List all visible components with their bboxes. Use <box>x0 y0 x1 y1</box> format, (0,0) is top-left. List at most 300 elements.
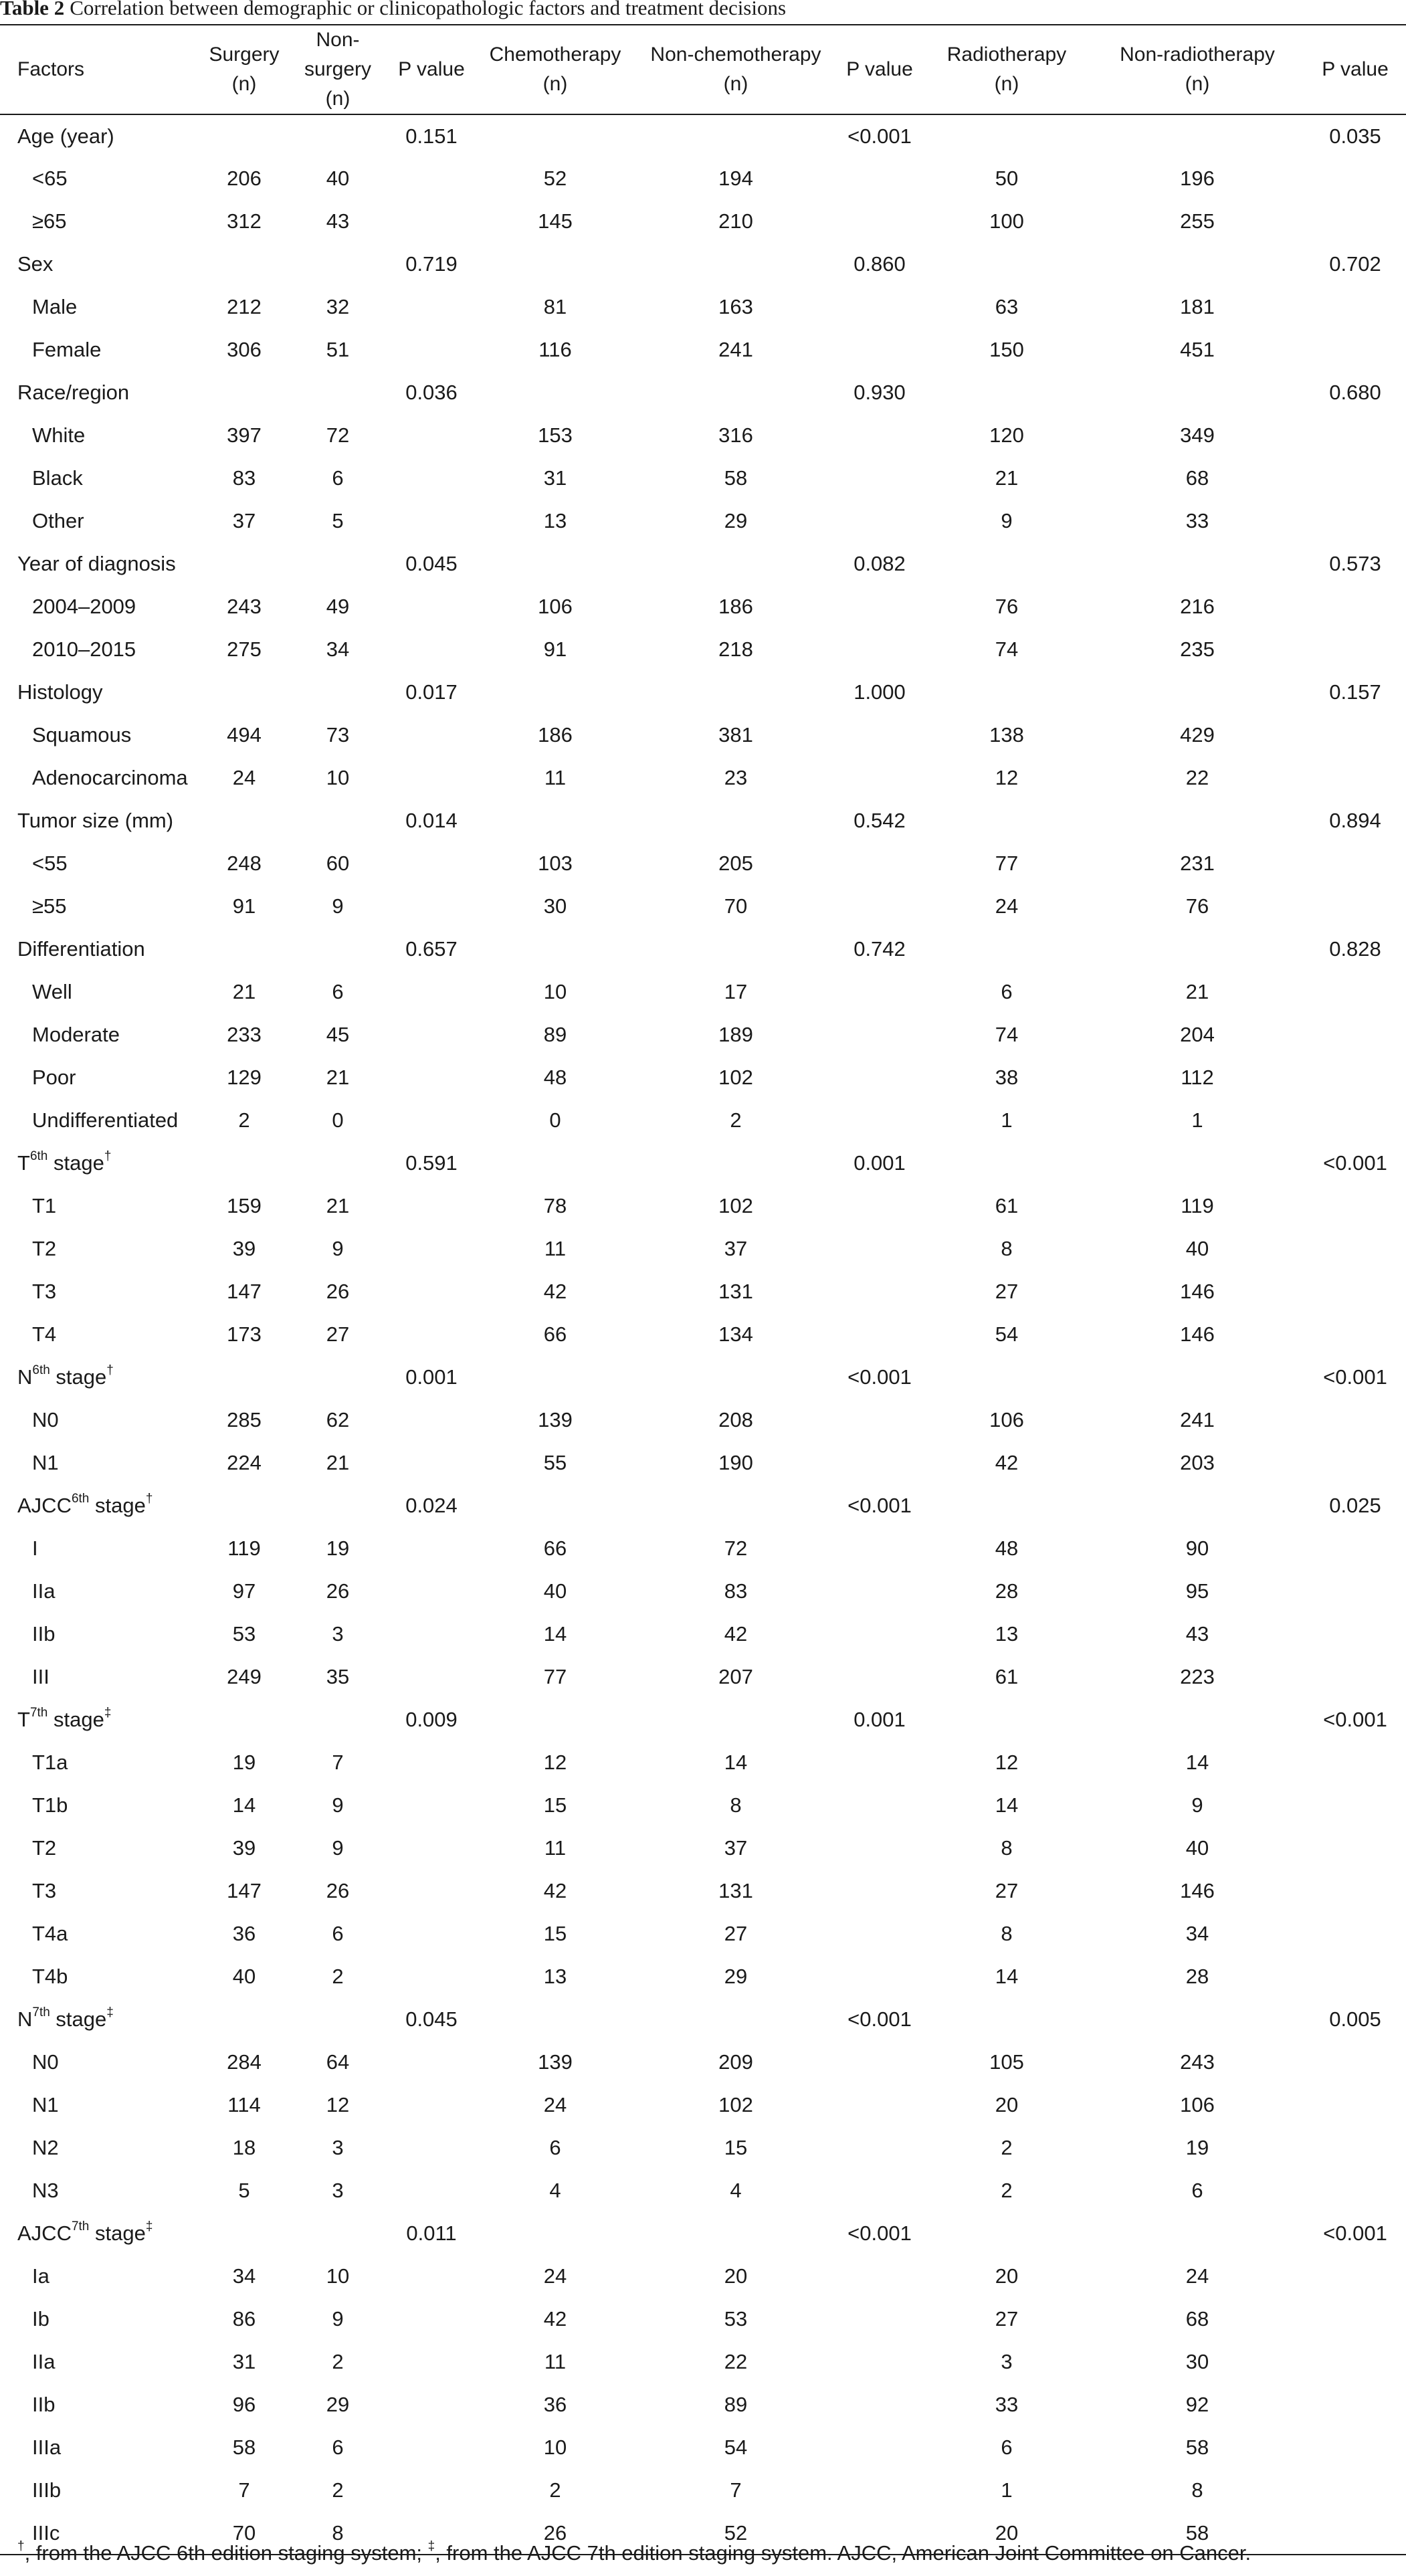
value-cell <box>1304 1570 1406 1613</box>
table-row-subcategory <box>0 885 1406 928</box>
value-cell <box>475 243 635 286</box>
value-cell <box>1304 1527 1406 1570</box>
value-cell: 58 <box>1185 2436 1209 2459</box>
table-body <box>0 114 1406 2555</box>
value-cell: 48 <box>543 1066 567 1089</box>
value-cell <box>836 2426 923 2469</box>
value-cell: 224 <box>227 1451 262 1474</box>
value-cell: 26 <box>326 1579 350 1603</box>
value-cell: 8 <box>730 1793 742 1817</box>
value-cell: 7 <box>332 1751 344 1774</box>
value-cell <box>1304 1955 1406 1998</box>
value-cell <box>836 2041 923 2084</box>
value-cell <box>836 1870 923 1912</box>
value-cell <box>836 1227 923 1270</box>
value-cell: 0.573 <box>1329 552 1381 575</box>
value-cell: 12 <box>543 1751 567 1774</box>
value-cell: 97 <box>232 1579 256 1603</box>
value-cell: 153 <box>538 423 573 447</box>
value-cell: 0 <box>549 1108 561 1132</box>
value-cell <box>836 1056 923 1099</box>
table-row-factor <box>0 2212 1406 2255</box>
value-cell: 29 <box>724 1965 748 1988</box>
factor-cell: $T^{6th}$ stage† <box>17 1149 112 1175</box>
value-cell: 68 <box>1185 466 1209 490</box>
value-cell <box>1304 757 1406 799</box>
value-cell: 0.894 <box>1329 809 1381 832</box>
factor-cell: $N^{6th}$ stage† <box>17 1363 114 1389</box>
value-cell: 0.151 <box>405 124 458 148</box>
value-cell: 78 <box>543 1194 567 1217</box>
value-cell: 83 <box>232 466 256 490</box>
value-cell <box>836 1527 923 1570</box>
value-cell <box>836 885 923 928</box>
factor-cell: 2004–2009 <box>32 595 136 618</box>
value-cell <box>836 971 923 1013</box>
value-cell: 58 <box>1090 2512 1304 2555</box>
value-cell: 34 <box>1185 1922 1209 1945</box>
value-cell: <0.001 <box>847 2007 912 2031</box>
value-cell <box>475 928 635 971</box>
value-cell <box>836 1399 923 1442</box>
value-cell <box>1304 1442 1406 1484</box>
value-cell <box>836 1442 923 1484</box>
value-cell <box>475 1484 635 1527</box>
value-cell: 22 <box>724 2350 748 2373</box>
value-cell <box>201 928 288 971</box>
value-cell: 210 <box>718 209 753 233</box>
value-cell: 40 <box>1185 1237 1209 1260</box>
value-cell: 0.591 <box>405 1151 458 1175</box>
value-cell: 173 <box>227 1322 262 1346</box>
factor-cell: N2 <box>32 2136 59 2159</box>
value-cell: 0.001 <box>405 1365 458 1389</box>
table-row-subcategory <box>0 328 1406 371</box>
value-cell <box>1304 2383 1406 2426</box>
value-cell: 0.542 <box>853 809 906 832</box>
value-cell <box>388 1056 475 1099</box>
factor-cell: T4b <box>32 1965 68 1988</box>
caption-text: Correlation between demographic or clinicopathologic factors and treatment decisions <box>70 0 787 19</box>
factor-cell: III <box>32 1665 49 1688</box>
table-row-factor <box>0 928 1406 971</box>
factor-cell: Tumor size (mm) <box>17 809 174 832</box>
value-cell <box>1304 1056 1406 1099</box>
value-cell: 39 <box>232 1836 256 1860</box>
value-cell <box>836 457 923 500</box>
value-cell: 23 <box>724 766 748 789</box>
value-cell: 212 <box>227 295 262 318</box>
value-cell: 21 <box>326 1451 350 1474</box>
value-cell <box>1304 457 1406 500</box>
value-cell: 14 <box>724 1751 748 1774</box>
value-cell <box>1090 371 1304 414</box>
value-cell: 206 <box>227 167 262 190</box>
value-cell: 64 <box>326 2050 350 2074</box>
value-cell: 106 <box>1180 2093 1215 2116</box>
value-cell: 163 <box>718 295 753 318</box>
value-cell <box>201 371 288 414</box>
factor-cell: <65 <box>32 167 68 190</box>
value-cell <box>836 1827 923 1870</box>
factor-cell: IIa <box>32 1579 56 1603</box>
value-cell: 6 <box>332 1922 344 1945</box>
factor-cell: Male <box>32 295 78 318</box>
value-cell: 37 <box>724 1237 748 1260</box>
value-cell: 34 <box>232 2264 256 2288</box>
value-cell <box>388 628 475 671</box>
value-cell: 3 <box>332 2136 344 2159</box>
value-cell: 0.719 <box>405 252 458 276</box>
value-cell: 29 <box>326 2393 350 2416</box>
factor-cell: I <box>32 1537 38 1560</box>
value-cell: 119 <box>1181 1194 1214 1217</box>
value-cell <box>923 799 1090 842</box>
value-cell: 181 <box>1180 295 1215 318</box>
value-cell: 131 <box>718 1280 753 1303</box>
value-cell: 81 <box>543 295 567 318</box>
value-cell: 49 <box>326 595 350 618</box>
value-cell <box>1090 1142 1304 1185</box>
factor-cell: T1b <box>32 1793 68 1817</box>
table-row-subcategory <box>0 414 1406 457</box>
value-cell <box>388 286 475 328</box>
value-cell: 26 <box>326 1280 350 1303</box>
value-cell <box>923 928 1090 971</box>
value-cell <box>836 1741 923 1784</box>
factor-cell: T2 <box>32 1836 57 1860</box>
value-cell: 0.657 <box>405 937 458 961</box>
value-cell: 4 <box>730 2179 742 2202</box>
factor-cell: $AJCC^{7th}$ stage‡ <box>17 2219 153 2245</box>
factor-cell: IIIa <box>32 2436 62 2459</box>
value-cell <box>388 1442 475 1484</box>
table-row-subcategory <box>0 1912 1406 1955</box>
factor-cell: Histology <box>17 680 103 704</box>
value-cell: 24 <box>232 766 256 789</box>
value-cell <box>388 2383 475 2426</box>
table-row-factor <box>0 114 1406 157</box>
value-cell <box>201 1484 288 1527</box>
value-cell: 30 <box>1185 2350 1209 2373</box>
table-row-subcategory <box>0 1227 1406 1270</box>
value-cell <box>388 1827 475 1870</box>
value-cell <box>836 1784 923 1827</box>
value-cell: 0.025 <box>1329 1494 1381 1517</box>
value-cell <box>836 2255 923 2298</box>
value-cell: 83 <box>724 1579 748 1603</box>
factor-cell: Black <box>32 466 83 490</box>
factor-cell: Other <box>32 509 84 532</box>
value-cell: 106 <box>989 1408 1024 1431</box>
value-cell <box>1304 2041 1406 2084</box>
value-cell: 30 <box>543 894 567 918</box>
value-cell: 147 <box>227 1280 262 1303</box>
value-cell <box>1090 799 1304 842</box>
value-cell: 243 <box>1180 2050 1215 2074</box>
value-cell: 8 <box>1191 2478 1203 2502</box>
value-cell: 36 <box>543 2393 567 2416</box>
factor-cell: T4 <box>32 1322 57 1346</box>
value-cell: 40 <box>543 1579 567 1603</box>
value-cell: 92 <box>1185 2393 1209 2416</box>
value-cell <box>1304 628 1406 671</box>
value-cell <box>1304 328 1406 371</box>
factor-cell: IIIc <box>0 2512 201 2555</box>
value-cell <box>388 2041 475 2084</box>
table-row-subcategory <box>0 971 1406 1013</box>
value-cell: 9 <box>1001 509 1013 532</box>
header-non-chemotherapy: Non-chemotherapy (n) <box>635 25 836 114</box>
caption-label: Table 2 <box>0 0 65 19</box>
header-p-value-chemo: P value <box>836 25 923 114</box>
value-cell: 223 <box>1180 1665 1215 1688</box>
value-cell: 45 <box>326 1023 350 1046</box>
value-cell <box>388 1099 475 1142</box>
value-cell: 27 <box>995 1879 1019 1902</box>
value-cell: 0.045 <box>405 2007 458 2031</box>
value-cell <box>836 1613 923 1656</box>
value-cell: 0.024 <box>405 1494 458 1517</box>
value-cell <box>923 1698 1090 1741</box>
table-row-subcategory <box>0 1056 1406 1099</box>
value-cell: 19 <box>1185 2136 1209 2159</box>
value-cell: 0.011 <box>406 2221 457 2245</box>
value-cell: 39 <box>232 1237 256 1260</box>
value-cell: 24 <box>995 894 1019 918</box>
value-cell <box>388 1313 475 1356</box>
value-cell <box>388 328 475 371</box>
table-row-subcategory <box>0 1741 1406 1784</box>
value-cell: 91 <box>543 637 567 661</box>
value-cell: 89 <box>543 1023 567 1046</box>
value-cell: 24 <box>543 2264 567 2288</box>
value-cell: 21 <box>995 466 1019 490</box>
value-cell: 76 <box>995 595 1019 618</box>
value-cell <box>1304 1013 1406 1056</box>
value-cell <box>388 2426 475 2469</box>
value-cell: 2 <box>1001 2179 1013 2202</box>
value-cell <box>1304 971 1406 1013</box>
value-cell <box>1304 1185 1406 1227</box>
value-cell <box>1090 1998 1304 2041</box>
factor-cell: White <box>32 423 86 447</box>
table-row-subcategory <box>0 1870 1406 1912</box>
value-cell <box>388 1912 475 1955</box>
factor-cell: T1 <box>32 1194 57 1217</box>
value-cell <box>1304 585 1406 628</box>
value-cell <box>475 1142 635 1185</box>
value-cell: 50 <box>995 167 1019 190</box>
factor-cell: Age (year) <box>17 124 114 148</box>
value-cell: 102 <box>718 2093 753 2116</box>
value-cell <box>1304 1227 1406 1270</box>
value-cell: 2 <box>332 2478 344 2502</box>
value-cell: 4 <box>549 2179 561 2202</box>
value-cell: 54 <box>724 2436 748 2459</box>
factor-cell: $AJCC^{6th}$ stage† <box>17 1491 153 1517</box>
value-cell <box>923 114 1090 157</box>
value-cell: 27 <box>995 2307 1019 2331</box>
value-cell: 10 <box>543 2436 567 2459</box>
value-cell <box>388 757 475 799</box>
value-cell: 60 <box>326 852 350 875</box>
value-cell <box>635 2212 836 2255</box>
table-row-subcategory <box>0 2469 1406 2512</box>
value-cell <box>836 200 923 243</box>
value-cell: 31 <box>543 466 567 490</box>
value-cell: 24 <box>543 2093 567 2116</box>
value-cell <box>1304 1870 1406 1912</box>
value-cell <box>923 1142 1090 1185</box>
value-cell <box>201 799 288 842</box>
value-cell: 2 <box>332 2350 344 2373</box>
factor-cell: $N^{7th}$ stage‡ <box>17 2005 114 2031</box>
value-cell: 27 <box>326 1322 350 1346</box>
value-cell: 36 <box>232 1922 256 1945</box>
value-cell: 186 <box>718 595 753 618</box>
value-cell <box>288 1484 388 1527</box>
value-cell: 6 <box>332 980 344 1003</box>
value-cell <box>388 1613 475 1656</box>
value-cell: 40 <box>326 167 350 190</box>
value-cell <box>836 2383 923 2426</box>
value-cell <box>1090 928 1304 971</box>
header-chemotherapy: Chemotherapy (n) <box>475 25 635 114</box>
value-cell <box>388 1227 475 1270</box>
factor-cell: N0 <box>32 2050 59 2074</box>
value-cell <box>1304 2341 1406 2383</box>
value-cell <box>635 1484 836 1527</box>
value-cell: 312 <box>227 209 262 233</box>
table-row-subcategory <box>0 2169 1406 2212</box>
value-cell: <0.001 <box>847 1494 912 1517</box>
value-cell: 55 <box>543 1451 567 1474</box>
value-cell <box>635 671 836 714</box>
value-cell <box>836 2169 923 2212</box>
factor-cell: Well <box>32 980 72 1003</box>
value-cell: 8 <box>288 2512 388 2555</box>
value-cell <box>1304 286 1406 328</box>
factor-cell: ≥65 <box>32 209 67 233</box>
value-cell: 249 <box>227 1665 262 1688</box>
factor-cell: N1 <box>32 2093 59 2116</box>
value-cell: 11 <box>544 1237 567 1260</box>
value-cell: 24 <box>1185 2264 1209 2288</box>
factor-cell: 2010–2015 <box>32 637 136 661</box>
value-cell: 17 <box>724 980 748 1003</box>
table-row-subcategory <box>0 628 1406 671</box>
value-cell <box>388 1570 475 1613</box>
table-row-factor <box>0 542 1406 585</box>
value-cell: 74 <box>995 637 1019 661</box>
value-cell: 10 <box>326 766 350 789</box>
value-cell: 58 <box>232 2436 256 2459</box>
value-cell: 37 <box>232 509 256 532</box>
value-cell: 106 <box>538 595 573 618</box>
header-p-value-surgery: P value <box>388 25 475 114</box>
value-cell: 2 <box>730 1108 742 1132</box>
factor-cell: N1 <box>32 1451 59 1474</box>
value-cell: 138 <box>989 723 1024 747</box>
correlation-table <box>0 24 1406 2555</box>
value-cell <box>201 1998 288 2041</box>
value-cell <box>836 286 923 328</box>
value-cell: 6 <box>1001 2436 1013 2459</box>
value-cell: 146 <box>1180 1322 1215 1346</box>
value-cell: 72 <box>724 1537 748 1560</box>
value-cell: 77 <box>543 1665 567 1688</box>
value-cell: 58 <box>724 466 748 490</box>
value-cell: 5 <box>238 2179 250 2202</box>
value-cell <box>923 2212 1090 2255</box>
value-cell: 14 <box>543 1622 567 1646</box>
value-cell: 0.702 <box>1329 252 1381 276</box>
value-cell <box>635 371 836 414</box>
value-cell: 139 <box>538 1408 573 1431</box>
value-cell <box>388 2255 475 2298</box>
table-row-subcategory <box>0 1527 1406 1570</box>
value-cell <box>288 243 388 286</box>
value-cell <box>201 1356 288 1399</box>
value-cell: 0.828 <box>1329 937 1381 961</box>
value-cell: 63 <box>995 295 1019 318</box>
value-cell <box>1304 885 1406 928</box>
value-cell: 35 <box>326 1665 350 1688</box>
value-cell <box>475 1998 635 2041</box>
value-cell <box>388 457 475 500</box>
value-cell <box>836 414 923 457</box>
value-cell <box>1090 542 1304 585</box>
value-cell: 26 <box>326 1879 350 1902</box>
value-cell: 33 <box>995 2393 1019 2416</box>
value-cell: 194 <box>718 167 753 190</box>
value-cell: 29 <box>724 509 748 532</box>
value-cell <box>635 1998 836 2041</box>
header-non-radiotherapy: Non-radiotherapy (n) <box>1090 25 1304 114</box>
value-cell: 196 <box>1180 167 1215 190</box>
value-cell: 9 <box>332 1237 344 1260</box>
value-cell: 3 <box>332 2179 344 2202</box>
value-cell: 241 <box>718 338 753 361</box>
value-cell: 37 <box>724 1836 748 1860</box>
value-cell <box>388 2126 475 2169</box>
value-cell: 208 <box>718 1408 753 1431</box>
value-cell: 9 <box>332 1793 344 1817</box>
value-cell: 0.001 <box>853 1151 906 1175</box>
value-cell <box>288 1998 388 2041</box>
value-cell <box>288 542 388 585</box>
value-cell <box>475 671 635 714</box>
value-cell <box>201 114 288 157</box>
table-row-subcategory <box>0 1827 1406 1870</box>
value-cell: 76 <box>1185 894 1209 918</box>
value-cell: 204 <box>1180 1023 1215 1046</box>
value-cell <box>388 2341 475 2383</box>
value-cell: 0.014 <box>405 809 458 832</box>
value-cell <box>1090 1484 1304 1527</box>
value-cell: 70 <box>724 894 748 918</box>
table-row-subcategory <box>0 1185 1406 1227</box>
value-cell: 2 <box>1001 2136 1013 2159</box>
header-surgery: Surgery (n) <box>201 25 288 114</box>
value-cell: 9 <box>332 894 344 918</box>
value-cell: 68 <box>1185 2307 1209 2331</box>
factor-cell: T4a <box>32 1922 68 1945</box>
value-cell <box>388 1527 475 1570</box>
value-cell <box>475 1356 635 1399</box>
value-cell: 42 <box>724 1622 748 1646</box>
